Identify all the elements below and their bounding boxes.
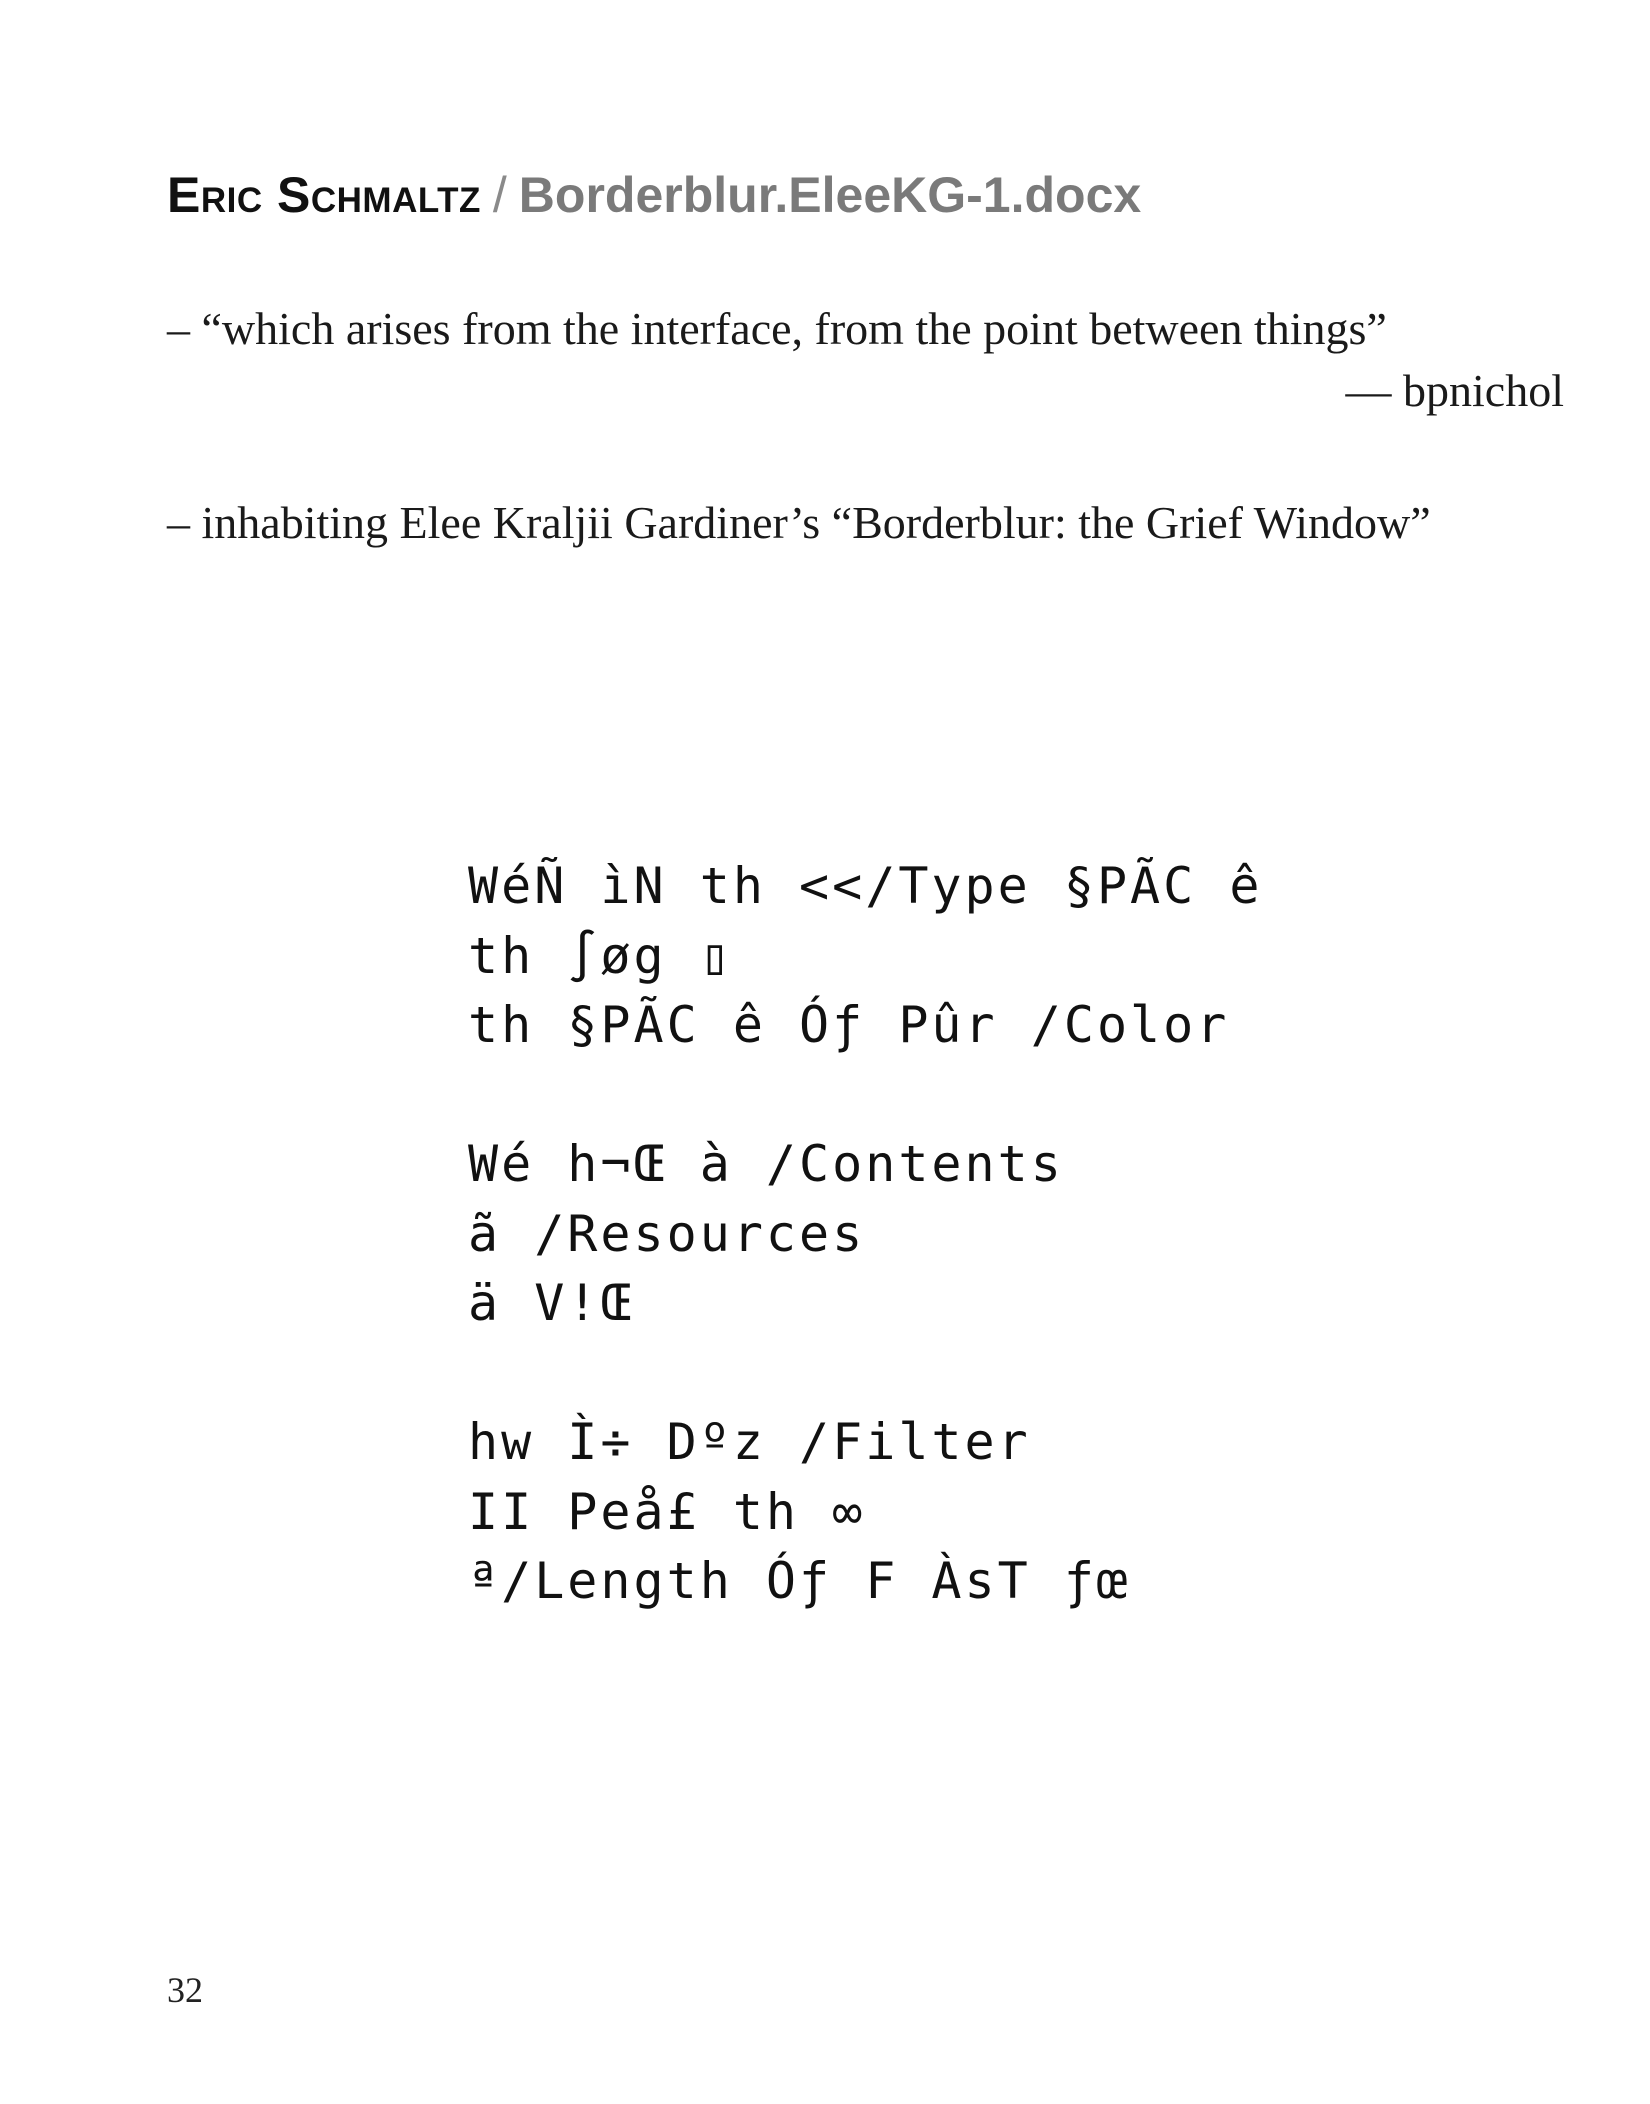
poem-stanza-1 bbox=[468, 852, 1262, 1061]
poem-line: th §PÃC ê Óƒ Pûr /Color bbox=[468, 996, 1230, 1054]
poem-line: WéÑ ìN th <</Type §PÃC ê bbox=[468, 857, 1263, 915]
page-number: 32 bbox=[167, 1970, 203, 2010]
poem bbox=[468, 852, 1262, 1617]
document-title: Borderblur.EleeKG-1.docx bbox=[518, 167, 1142, 223]
epigraph-quote: – “which arises from the interface, from the point between things” bbox=[167, 303, 1387, 354]
header-separator: / bbox=[492, 167, 507, 223]
poem-line: ä V!Œ bbox=[468, 1274, 634, 1332]
poem-line: II Peå£ th ∞ bbox=[468, 1482, 866, 1541]
dedication-line: – inhabiting Elee Kraljii Gardiner’s “Borderblur: the Grief Window” bbox=[167, 497, 1431, 548]
author-name: Eric Schmaltz bbox=[167, 167, 481, 223]
poem-stanza-3 bbox=[468, 1408, 1262, 1617]
epigraph bbox=[167, 298, 1564, 422]
poem-line: ã /Resources bbox=[468, 1204, 866, 1263]
poem-line: th ∫øg ▯ bbox=[468, 926, 733, 985]
poem-stanza-2 bbox=[468, 1130, 1262, 1339]
poem-line: hw Ì÷ Dºz /Filter bbox=[468, 1413, 1031, 1471]
poem-line: ª/Length Óƒ F ÀsT ƒœ bbox=[468, 1552, 1131, 1610]
poem-line: Wé h¬Œ à /Contents bbox=[468, 1135, 1064, 1193]
epigraph-attribution: — bpnichol bbox=[1345, 365, 1564, 416]
page-header bbox=[167, 160, 1141, 230]
